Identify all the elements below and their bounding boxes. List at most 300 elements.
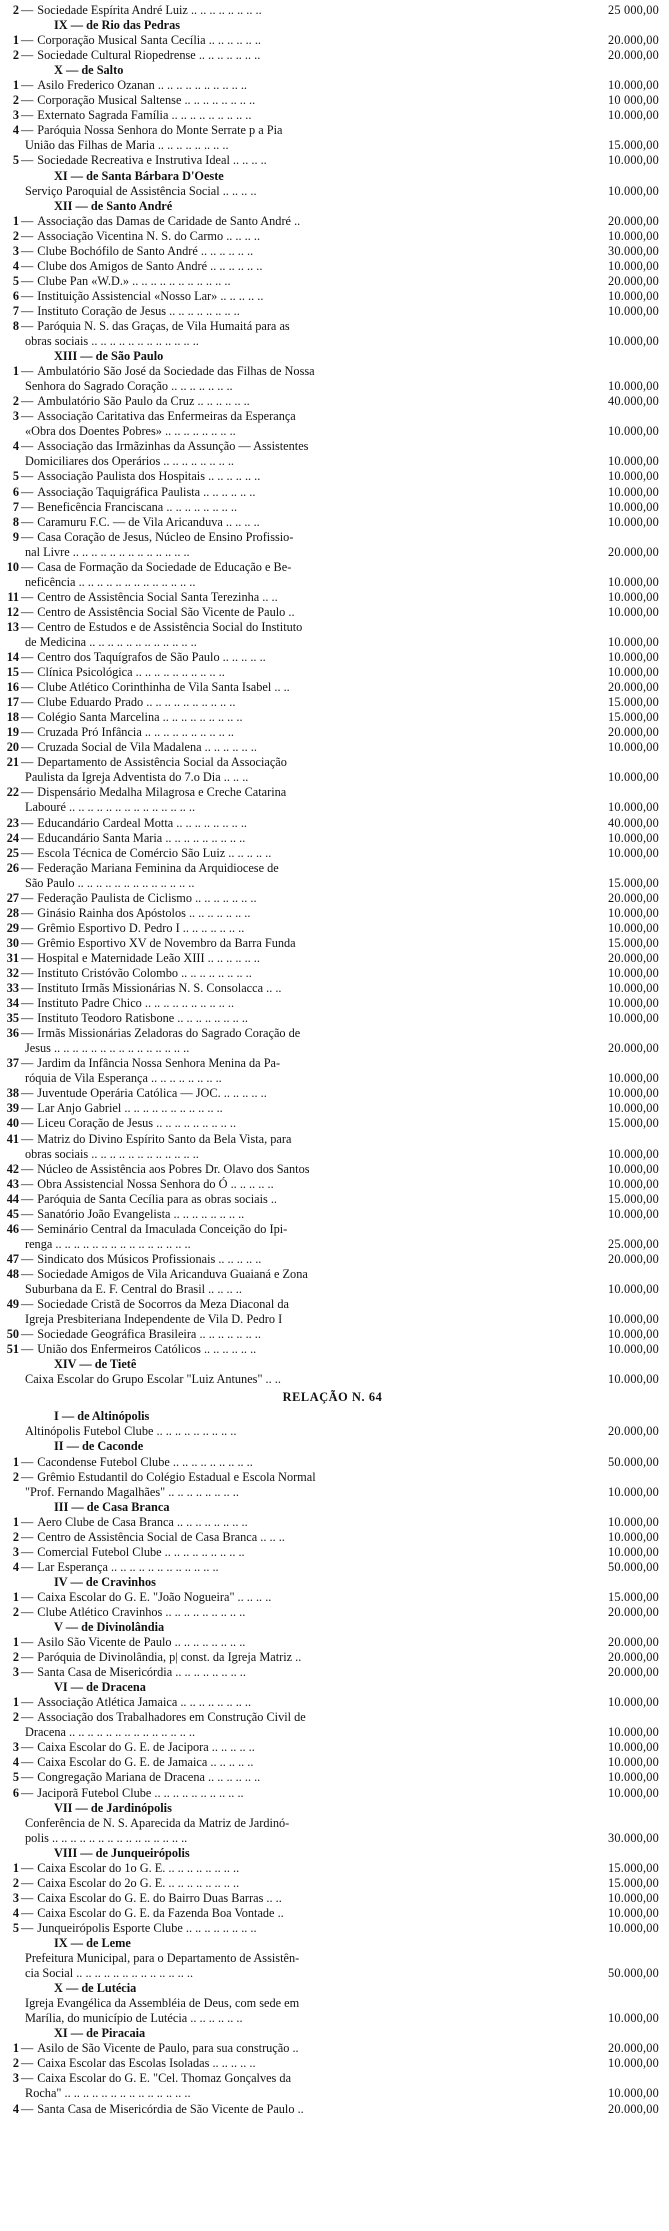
entry-line — [6, 274, 659, 289]
section-heading: VI — de Dracena — [54, 1680, 146, 1695]
entry-amount: 10.000,00 — [608, 604, 659, 619]
entry-line — [6, 394, 659, 409]
entry-dash: — — [21, 1604, 34, 1619]
entry-line — [6, 1086, 659, 1101]
entry-amount: 10.000,00 — [608, 996, 659, 1011]
entry-line — [6, 1297, 659, 1312]
entry-amount: 50.000,00 — [608, 1559, 659, 1574]
entry-text: Matriz do Divino Espírito Santo da Bela Vista, para — [37, 1131, 292, 1146]
entry-number: 24 — [6, 830, 19, 845]
entry-text: róquia de Vila Esperança .. .. .. .. .. .. .. .. — [25, 1071, 222, 1086]
entry-line — [6, 123, 659, 138]
entry-amount: 15.000,00 — [608, 1589, 659, 1604]
entry-line — [6, 1252, 659, 1267]
entry-dash: — — [21, 619, 34, 634]
entry-text: Centro de Assistência Social de Casa Branca .. .. .. — [37, 1529, 285, 1544]
entry-line — [6, 1725, 659, 1740]
entry-dash: — — [21, 258, 34, 273]
entry-text: Colégio Santa Marcelina .. .. .. .. .. .. .. .. .. — [37, 710, 243, 725]
entry-line — [6, 1560, 659, 1575]
entry-number: 3 — [12, 108, 19, 123]
entry-line — [6, 2041, 659, 2056]
entry-text: Ambulatório São José da Sociedade das Filhas de Nossa — [37, 364, 315, 379]
entry-line — [6, 785, 659, 800]
entry-dash: — — [21, 288, 34, 303]
entry-dash: — — [21, 484, 34, 499]
entry-dash: — — [21, 1650, 34, 1665]
entry-amount: 15.000,00 — [608, 138, 659, 153]
entry-dash: — — [21, 1755, 34, 1770]
entry-number: 18 — [6, 710, 19, 725]
entry-line — [6, 846, 659, 861]
entry-number: 5 — [12, 273, 19, 288]
entry-text: cia Social .. .. .. .. .. .. .. .. .. .. .. .. .. — [25, 1966, 194, 1981]
section-heading: X — de Salto — [54, 63, 124, 78]
entry-dash: — — [21, 680, 34, 695]
entry-line — [6, 1530, 659, 1545]
entry-dash: — — [21, 2101, 34, 2116]
entry-number: 2 — [12, 1529, 19, 1544]
entry-line — [6, 1816, 659, 1831]
entry-text: Serviço Paroquial de Assistência Social .. .. .. .. — [25, 183, 257, 198]
entry-line — [6, 319, 659, 334]
entry-line — [6, 1011, 659, 1026]
entry-number: 35 — [6, 1011, 19, 1026]
entry-amount: 10.000,00 — [608, 1312, 659, 1327]
entry-number: 8 — [12, 318, 19, 333]
entry-line — [6, 184, 659, 199]
entry-line — [6, 1327, 659, 1342]
entry-text: Caixa Escolar do 1o G. E. .. .. .. .. .. .. .. .. — [37, 1860, 240, 1875]
entry-line — [6, 831, 659, 846]
entry-dash: — — [21, 1101, 34, 1116]
entry-line — [6, 725, 659, 740]
entry-text: Instituto Irmãs Missionárias N. S. Consolacca .. .. — [37, 981, 282, 996]
entry-amount: 20.000,00 — [608, 1424, 659, 1439]
entry-line — [6, 1267, 659, 1282]
entry-line — [6, 1372, 659, 1387]
entry-number: 42 — [6, 1161, 19, 1176]
entry-dash: — — [21, 815, 34, 830]
entry-line — [6, 1605, 659, 1620]
entry-line — [6, 1921, 659, 1936]
entry-line — [6, 1237, 659, 1252]
entry-line — [6, 1786, 659, 1801]
entry-amount: 10.000,00 — [608, 1484, 659, 1499]
entry-amount: 10.000,00 — [608, 966, 659, 980]
entry-number: 1 — [12, 78, 19, 93]
entry-dash: — — [21, 890, 34, 905]
entry-text: Ambulatório São Paulo da Cruz .. .. .. .. .. .. — [37, 394, 250, 409]
entry-amount: 10.000,00 — [608, 1206, 659, 1221]
entry-text: Associação Atlética Jamaica .. .. .. .. .. .. .. .. — [37, 1695, 252, 1710]
entry-line — [6, 424, 659, 439]
entry-line — [6, 108, 659, 123]
entry-dash: — — [21, 604, 34, 619]
entry-text: Paróquia N. S. das Graças, de Vila Humaitá para as — [37, 318, 290, 333]
entry-text: Clube dos Amigos de Santo André .. .. .. .. .. .. — [37, 258, 263, 273]
entry-dash: — — [21, 48, 34, 63]
entry-line — [6, 2056, 659, 2071]
entry-text: Dispensário Medalha Milagrosa e Creche Catarina — [37, 785, 287, 800]
entry-text: Federação Mariana Feminina da Arquidiocese de — [37, 860, 279, 875]
entry-text: Instituto Padre Chico .. .. .. .. .. .. .. .. .. .. — [37, 996, 235, 1011]
entry-dash: — — [21, 966, 34, 980]
entry-number: 41 — [6, 1131, 19, 1146]
entry-dash: — — [21, 243, 34, 258]
entry-text: Obra Assistencial Nossa Senhora do Ó .. .. .. .. .. — [37, 1176, 274, 1191]
entry-line — [6, 1041, 659, 1056]
entry-amount: 20.000,00 — [608, 1650, 659, 1665]
entry-text: Instituição Assistencial «Nosso Lar» .. .. .. .. .. — [37, 288, 264, 303]
entry-dash: — — [21, 108, 34, 123]
entry-number: 2 — [12, 2056, 19, 2071]
entry-line — [6, 1545, 659, 1560]
entry-text: Cacondense Futebol Clube .. .. .. .. .. .. .. .. .. — [37, 1454, 253, 1469]
entry-number: 4 — [12, 258, 19, 273]
entry-number: 6 — [12, 1785, 19, 1800]
entry-dash: — — [21, 394, 34, 409]
entry-amount: 10.000,00 — [608, 1725, 659, 1740]
entry-text: Caixa Escolar do 2o G. E. .. .. .. .. .. .. .. .. — [37, 1875, 240, 1890]
entry-number: 3 — [12, 1740, 19, 1755]
entry-amount: 10.000,00 — [608, 589, 659, 604]
entry-line — [6, 409, 659, 424]
entry-text: Instituto Coração de Jesus .. .. .. .. .. .. .. .. — [37, 303, 240, 318]
entry-text: Paróquia Nossa Senhora do Monte Serrate p a Pia — [37, 123, 283, 138]
entry-dash: — — [21, 1116, 34, 1131]
entry-line — [6, 936, 659, 951]
entry-amount: 10.000,00 — [608, 665, 659, 680]
entry-dash: — — [21, 499, 34, 514]
entry-amount: 10.000,00 — [608, 981, 659, 996]
entry-number: 1 — [12, 2041, 19, 2056]
entry-dash: — — [21, 1740, 34, 1755]
entry-amount: 10.000,00 — [608, 1281, 659, 1296]
entry-text: Sindicato dos Músicos Profissionais .. .. .. .. .. — [37, 1251, 262, 1266]
entry-line — [6, 1455, 659, 1470]
entry-number: 6 — [12, 288, 19, 303]
entry-dash: — — [21, 1327, 34, 1342]
entry-text: de Medicina .. .. .. .. .. .. .. .. .. .. .. .. — [25, 634, 197, 649]
entry-amount: 10.000,00 — [608, 228, 659, 243]
entry-amount: 15.000,00 — [608, 1860, 659, 1875]
entry-text: Comercial Futebol Clube .. .. .. .. .. .. .. .. .. — [37, 1544, 245, 1559]
entry-text: Clube Pan «W.D.» .. .. .. .. .. .. .. .. .. .. .. — [37, 273, 231, 288]
entry-dash: — — [21, 1905, 34, 1920]
entry-number: 12 — [6, 604, 19, 619]
entry-number: 5 — [12, 1770, 19, 1785]
entry-line — [6, 515, 659, 530]
entry-number: 2 — [12, 228, 19, 243]
entry-text: Sociedade Amigos de Vila Aricanduva Guaianá e Zona — [37, 1266, 308, 1281]
entry-amount: 20.000,00 — [608, 2041, 659, 2056]
entry-number: 4 — [12, 123, 19, 138]
entry-line — [6, 1147, 659, 1162]
entry-number: 7 — [12, 499, 19, 514]
entry-amount: 10.000,00 — [608, 2086, 659, 2101]
entry-number: 16 — [6, 680, 19, 695]
entry-text: Senhora do Sagrado Coração .. .. .. .. .. .. .. — [25, 379, 233, 394]
entry-text: Paróquia de Divinolândia, p| const. da Igreja Matriz .. — [37, 1650, 302, 1665]
entry-amount: 15.000,00 — [608, 695, 659, 710]
entry-number: 36 — [6, 1026, 19, 1041]
entry-line — [6, 575, 659, 590]
entry-text: nal Livre .. .. .. .. .. .. .. .. .. .. .. .. .. — [25, 544, 190, 559]
entry-amount: 10.000,00 — [608, 153, 659, 168]
entry-text: Caixa Escolar do G. E. de Jamaica .. .. .. .. .. — [37, 1755, 254, 1770]
section-heading: V — de Divinolândia — [54, 1620, 165, 1635]
entry-dash: — — [21, 1342, 34, 1357]
entry-number: 10 — [6, 559, 19, 574]
entry-line — [6, 1342, 659, 1357]
entry-text: Associação Paulista dos Hospitais .. .. .. .. .. .. — [37, 469, 261, 484]
entry-dash: — — [21, 981, 34, 996]
entry-line — [6, 951, 659, 966]
entry-dash: — — [21, 3, 34, 17]
entry-amount: 20.000,00 — [608, 890, 659, 905]
entry-line — [6, 1831, 659, 1846]
entry-text: Altinópolis Futebol Clube .. .. .. .. .. .. .. .. .. — [25, 1424, 237, 1439]
entry-text: União dos Enfermeiros Católicos .. .. .. .. .. .. — [37, 1342, 257, 1357]
entry-dash: — — [21, 755, 34, 770]
entry-dash: — — [21, 33, 34, 48]
entry-amount: 10.000,00 — [608, 800, 659, 815]
entry-text: Sanatório João Evangelista .. .. .. .. .. .. .. .. — [37, 1206, 245, 1221]
entry-number: 1 — [12, 1454, 19, 1469]
entry-line — [6, 48, 659, 63]
entry-line — [6, 1515, 659, 1530]
entry-dash: — — [21, 1770, 34, 1785]
entry-line — [6, 1207, 659, 1222]
entry-line — [6, 2011, 659, 2026]
entry-amount: 10.000,00 — [608, 1920, 659, 1935]
entry-amount: 10.000,00 — [608, 1890, 659, 1905]
entry-line — [6, 138, 659, 153]
entry-text: Casa de Formação da Sociedade de Educação e Be- — [37, 559, 292, 574]
entry-text: Juventude Operária Católica — JOC. .. .. .. .. .. — [37, 1086, 267, 1101]
entry-text: Asilo São Vicente de Paulo .. .. .. .. .. .. .. .. — [37, 1635, 246, 1650]
entry-text: Instituto Teodoro Ratisbone .. .. .. .. .. .. .. .. — [37, 1011, 248, 1026]
entry-dash: — — [21, 1221, 34, 1236]
entry-dash: — — [21, 1454, 34, 1469]
entry-dash: — — [21, 935, 34, 950]
entry-text: Externato Sagrada Família .. .. .. .. .. .. .. .. .. — [37, 108, 252, 123]
entry-line — [6, 439, 659, 454]
entry-line — [6, 1876, 659, 1891]
entry-text: Igreja Evangélica da Assembléia de Deus, com sede em — [25, 1996, 300, 2011]
entry-dash: — — [21, 695, 34, 710]
entry-dash: — — [21, 559, 34, 574]
entry-text: renga .. .. .. .. .. .. .. .. .. .. .. .. .. .. .. — [25, 1236, 191, 1251]
entry-text: Junqueirópolis Esporte Clube .. .. .. .. .. .. .. .. — [37, 1920, 257, 1935]
entry-line — [6, 500, 659, 515]
entry-text: Labouré .. .. .. .. .. .. .. .. .. .. .. .. .. .. — [25, 800, 196, 815]
entry-number: 4 — [12, 1905, 19, 1920]
entry-text: União das Filhas de Maria .. .. .. .. .. .. .. .. — [25, 138, 229, 153]
entry-line — [6, 1996, 659, 2011]
entry-line — [6, 1071, 659, 1086]
entry-number: 2 — [12, 1650, 19, 1665]
entry-line — [6, 560, 659, 575]
section-title: RELAÇÃO N. 64 — [282, 1390, 383, 1405]
entry-number: 32 — [6, 966, 19, 980]
entry-dash: — — [21, 1176, 34, 1191]
entry-amount: 10.000,00 — [608, 740, 659, 755]
entry-text: Casa Coração de Jesus, Núcleo de Ensino Profissio- — [37, 529, 294, 544]
section-heading: VII — de Jardinópolis — [54, 1800, 172, 1815]
entry-text: Sociedade Cultural Riopedrense .. .. .. .. .. .. .. — [37, 48, 261, 63]
entry-number: 20 — [6, 740, 19, 755]
entry-line — [6, 1650, 659, 1665]
entry-text: Lar Anjo Gabriel .. .. .. .. .. .. .. .. .. .. .. — [37, 1101, 223, 1116]
entry-dash: — — [21, 318, 34, 333]
entry-line — [6, 2102, 659, 2117]
entry-text: Domiciliares dos Operários .. .. .. .. .. .. .. .. — [25, 454, 235, 469]
entry-dash: — — [21, 920, 34, 935]
entry-amount: 10.000,00 — [608, 424, 659, 439]
section-heading: XIV — de Tietê — [54, 1357, 137, 1372]
entry-dash: — — [21, 439, 34, 454]
entry-text: Clube Atlético Corinthinha de Vila Santa Isabel .. .. — [37, 680, 290, 695]
entry-number: 7 — [12, 303, 19, 318]
entry-amount: 10.000,00 — [608, 1161, 659, 1176]
entry-amount: 10.000,00 — [608, 1327, 659, 1342]
entry-amount: 15.000,00 — [608, 935, 659, 950]
entry-amount: 10.000,00 — [608, 920, 659, 935]
entry-line — [6, 214, 659, 229]
entry-number: 4 — [12, 1755, 19, 1770]
entry-number: 2 — [12, 93, 19, 108]
entry-number: 3 — [12, 1890, 19, 1905]
entry-number: 44 — [6, 1191, 19, 1206]
section-heading: IX — de Leme — [54, 1936, 131, 1950]
entry-amount: 10.000,00 — [608, 1785, 659, 1800]
entry-amount: 10.000,00 — [608, 1372, 659, 1387]
entry-amount: 10.000,00 — [608, 1695, 659, 1710]
entry-amount: 10.000,00 — [608, 1770, 659, 1785]
entry-dash: — — [21, 1695, 34, 1710]
entry-dash: — — [21, 1920, 34, 1935]
entry-dash: — — [21, 1785, 34, 1800]
entry-number: 13 — [6, 619, 19, 634]
entry-number: 3 — [12, 243, 19, 258]
entry-text: Liceu Coração de Jesus .. .. .. .. .. .. .. .. .. — [37, 1116, 237, 1131]
entry-text: Sociedade Recreativa e Instrutiva Ideal .. .. .. .. — [37, 153, 267, 168]
entry-text: Caixa Escolar do G. E. "Cel. Thomaz Gonçalves da — [37, 2071, 292, 2086]
entry-line — [6, 244, 659, 259]
entry-line — [6, 906, 659, 921]
entry-amount: 10.000,00 — [608, 78, 659, 93]
entry-amount: 20.000,00 — [608, 725, 659, 740]
entry-amount: 10.000,00 — [608, 454, 659, 469]
entry-number: 14 — [6, 650, 19, 665]
entry-number: 22 — [6, 785, 19, 800]
entry-line — [6, 635, 659, 650]
entry-amount: 10.000,00 — [608, 1011, 659, 1026]
entry-text: Associação dos Trabalhadores em Construção Civil de — [37, 1710, 306, 1725]
entry-dash: — — [21, 153, 34, 168]
entry-number: 26 — [6, 860, 19, 875]
entry-amount: 20.000,00 — [608, 680, 659, 695]
entry-text: Educandário Cardeal Motta .. .. .. .. .. .. .. .. — [37, 815, 247, 830]
entry-text: Prefeitura Municipal, para o Departamento de Assistên- — [25, 1951, 300, 1966]
entry-line — [6, 816, 659, 831]
entry-line — [6, 153, 659, 168]
entry-dash: — — [21, 409, 34, 424]
entry-text: Associação das Damas de Caridade de Santo André .. — [37, 213, 301, 228]
entry-text: Ginásio Rainha dos Apóstolos .. .. .. .. .. .. .. — [37, 905, 251, 920]
section-heading: IX — de Rio das Pedras — [54, 18, 181, 33]
entry-dash: — — [21, 830, 34, 845]
entry-text: Grêmio Estudantil do Colégio Estadual e Escola Normal — [37, 1469, 316, 1484]
entry-amount: 20.000,00 — [608, 1041, 659, 1056]
entry-dash: — — [21, 725, 34, 740]
entry-dash: — — [21, 1469, 34, 1484]
entry-line — [6, 33, 659, 48]
entry-amount: 10.000,00 — [608, 634, 659, 649]
entry-amount: 10.000,00 — [608, 108, 659, 123]
entry-dash: — — [21, 213, 34, 228]
entry-text: Clínica Psicológica .. .. .. .. .. .. .. .. .. .. — [37, 665, 225, 680]
entry-number: 2 — [12, 3, 19, 17]
entry-line — [6, 259, 659, 274]
entry-amount: 30.000,00 — [608, 1830, 659, 1845]
entry-number: 1 — [12, 33, 19, 48]
entry-text: Caixa Escolar do G. E. "João Nogueira" .. .. .. .. — [37, 1589, 272, 1604]
entry-line — [6, 800, 659, 815]
entry-number: 2 — [12, 1469, 19, 1484]
entry-amount: 15.000,00 — [608, 1191, 659, 1206]
entry-amount: 15.000,00 — [608, 1875, 659, 1890]
entry-dash: — — [21, 785, 34, 800]
section-heading: I — de Altinópolis — [54, 1409, 150, 1424]
section-heading: XI — de Santa Bárbara D'Oeste — [54, 168, 224, 183]
entry-line — [6, 3, 659, 18]
section-heading: III — de Casa Branca — [54, 1499, 170, 1514]
entry-number: 51 — [6, 1342, 19, 1357]
section-heading: XIII — de São Paulo — [54, 349, 164, 364]
entry-line — [6, 891, 659, 906]
entry-line — [6, 93, 659, 108]
entry-amount: 10.000,00 — [608, 1740, 659, 1755]
entry-text: Hospital e Maternidade Leão XIII .. .. .. .. .. .. — [37, 950, 260, 965]
entry-amount: 10.000,00 — [608, 1146, 659, 1161]
entry-amount: 50.000,00 — [608, 1966, 659, 1981]
entry-text: Corporação Musical Saltense .. .. .. .. .. .. .. .. — [37, 93, 256, 108]
entry-dash: — — [21, 1860, 34, 1875]
entry-text: Associação das Irmãzinhas da Assunção — Assistentes — [37, 439, 309, 454]
entry-line — [6, 650, 659, 665]
entry-dash: — — [21, 123, 34, 138]
entry-text: Associação Caritativa das Enfermeiras da Esperança — [37, 409, 296, 424]
entry-text: Departamento de Assistência Social da Associação — [37, 755, 287, 770]
entry-line — [6, 1470, 659, 1485]
entry-line — [6, 695, 659, 710]
entry-number: 1 — [12, 1635, 19, 1650]
entry-amount: 10.000,00 — [608, 183, 659, 198]
entry-number: 3 — [12, 1665, 19, 1680]
entry-line — [6, 229, 659, 244]
entry-amount: 50.000,00 — [608, 1454, 659, 1469]
entry-amount: 25.000,00 — [608, 1236, 659, 1251]
entry-amount: 20.000,00 — [608, 2101, 659, 2116]
entry-line — [6, 1116, 659, 1131]
entry-number: 2 — [12, 48, 19, 63]
entry-number: 27 — [6, 890, 19, 905]
entry-text: Federação Paulista de Ciclismo .. .. .. .. .. .. .. — [37, 890, 257, 905]
entry-text: Associação Taquigráfica Paulista .. .. .. .. .. .. — [37, 484, 256, 499]
